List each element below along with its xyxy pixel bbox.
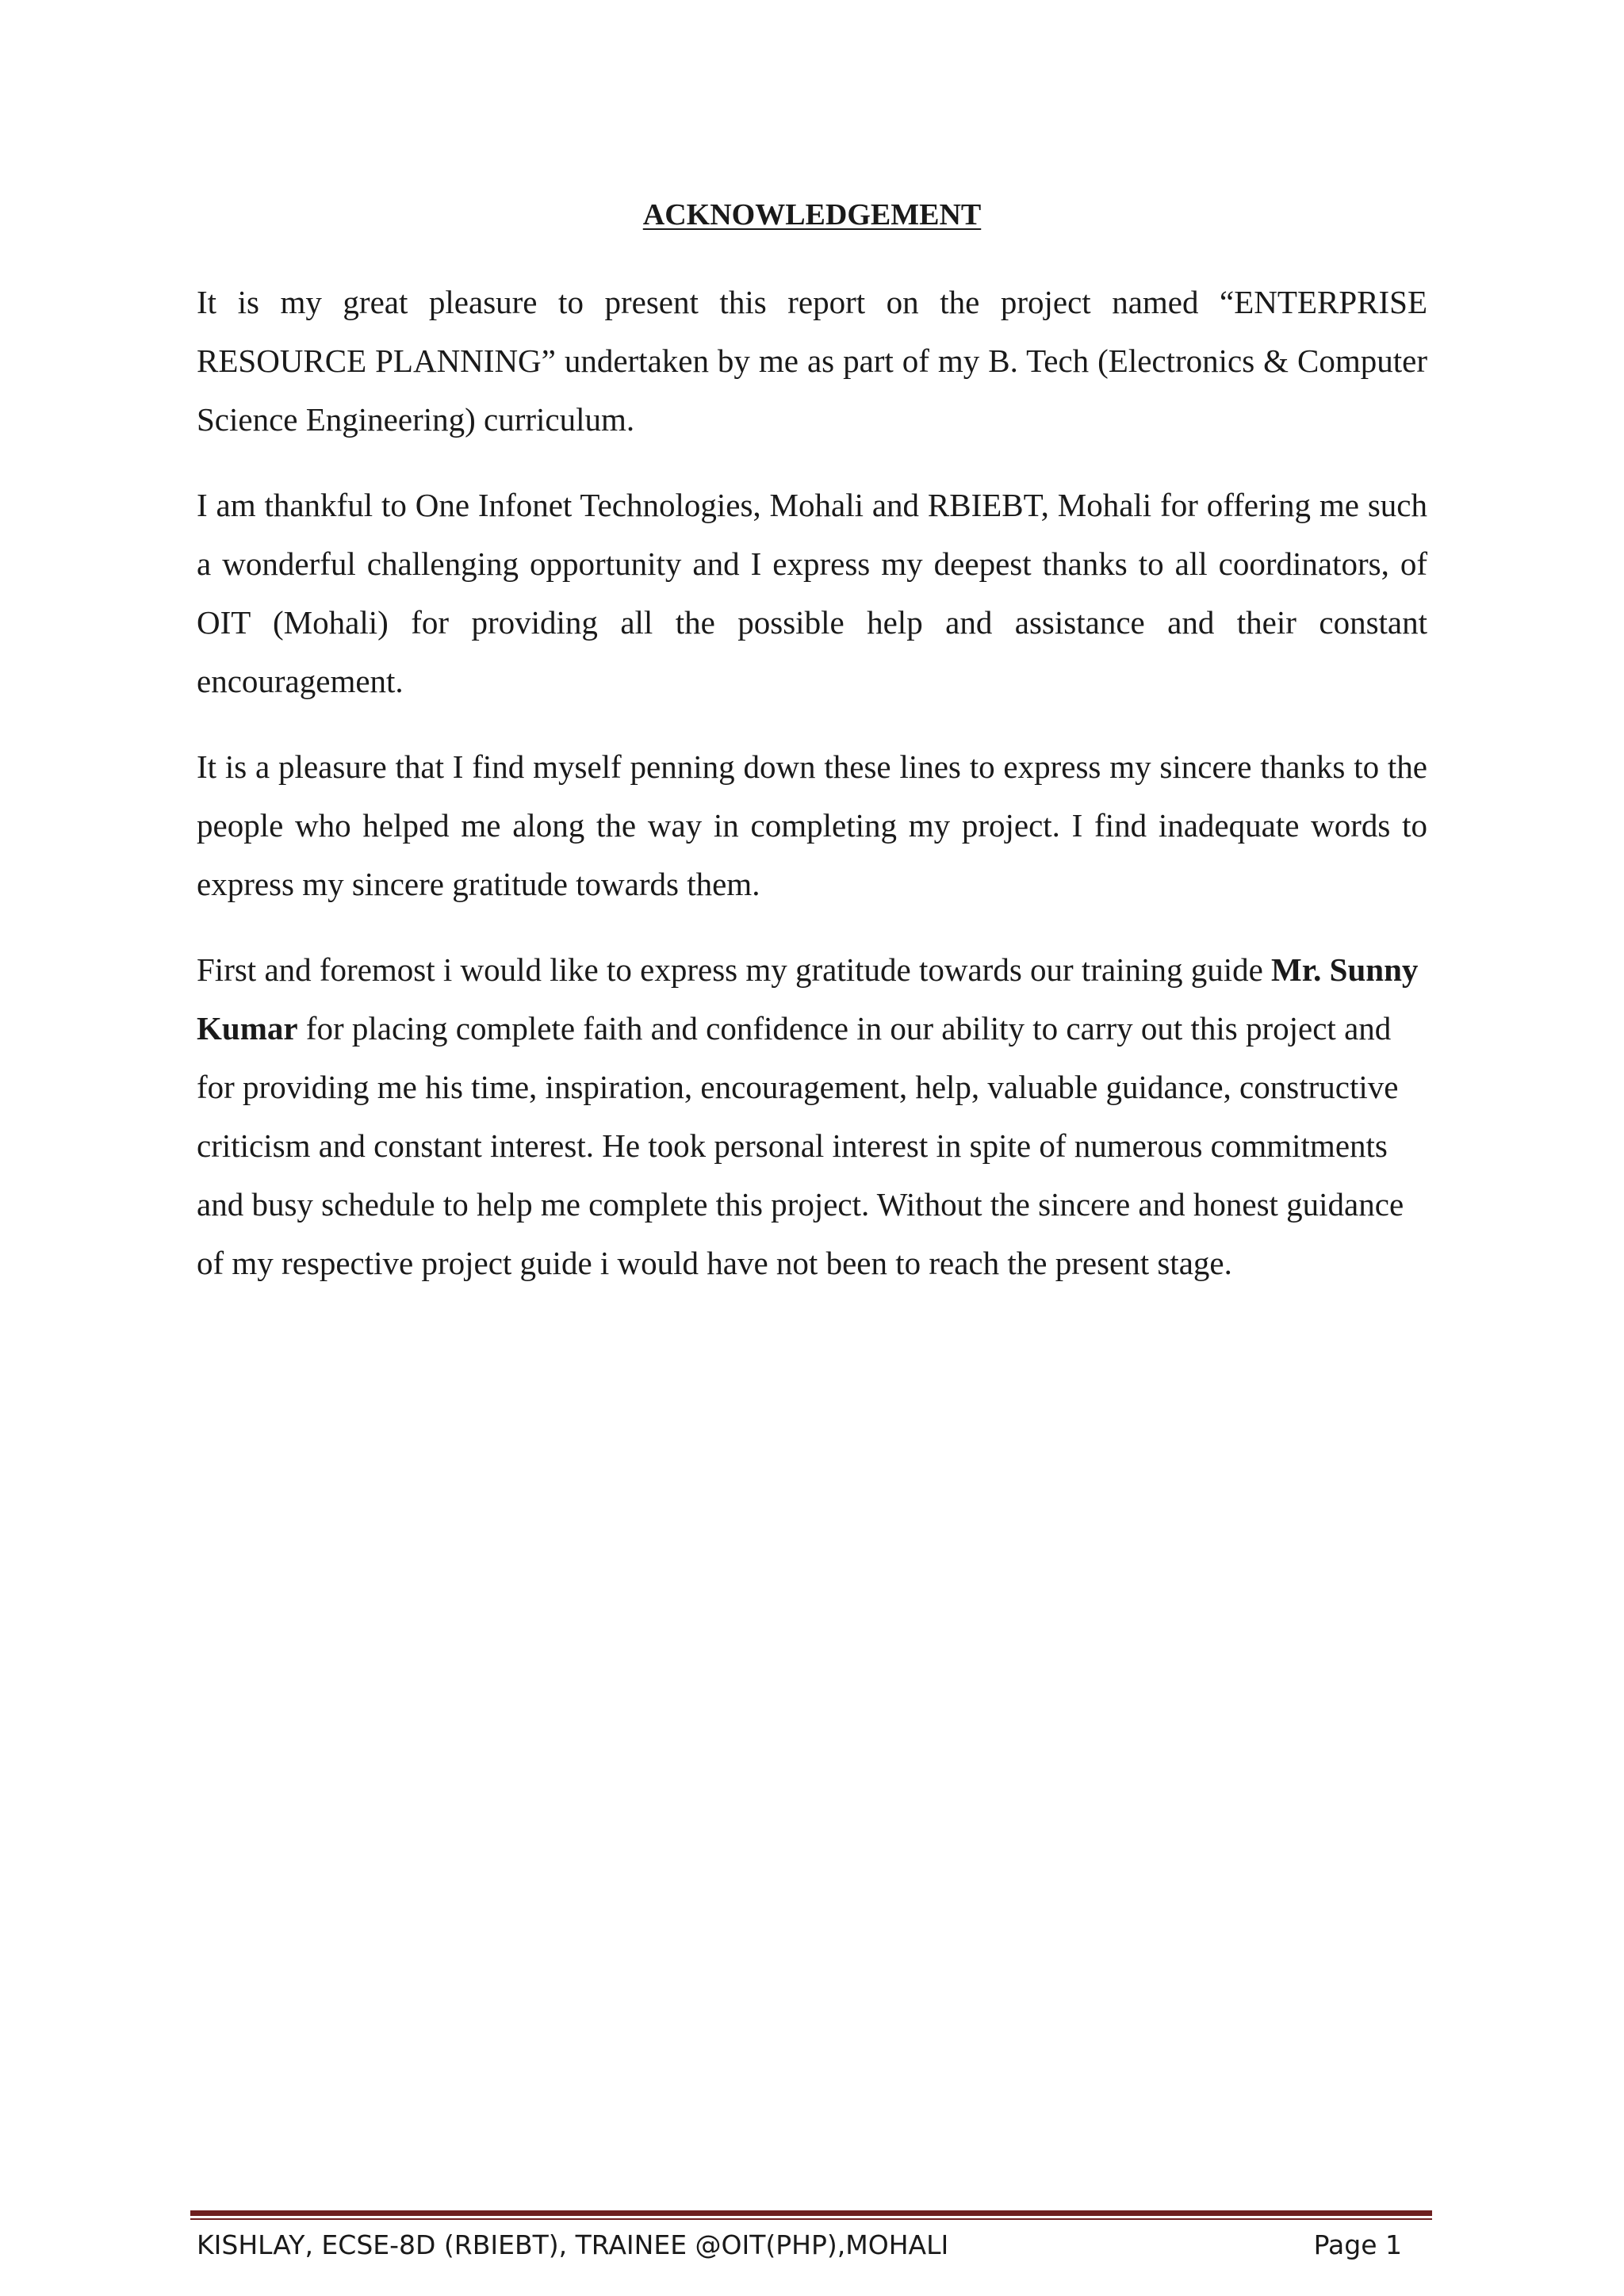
- page-title: ACKNOWLEDGEMENT: [642, 198, 982, 232]
- paragraph-intro: It is my great pleasure to present this report on the project named “ENTERPRISE RESOURCE PLANNING” undertaken by me as part of my B. Tech (Electronics & Computer Science Engineering) curriculum.: [197, 284, 1427, 438]
- paragraph-thanks-organizations: I am thankful to One Infonet Technologies, Mohali and RBIEBT, Mohali for offering me such a wonderful challenging opportunity and I express my deepest thanks to all coordinators, of OIT (Mohali) for providing all the possible help and assistance and their constant encouragement.: [197, 487, 1427, 699]
- footer-rule-thin: [190, 2218, 1432, 2220]
- page-number: Page 1: [1313, 2229, 1402, 2260]
- paragraph-thanks-people: It is a pleasure that I find myself penning down these lines to express my sincere thanks to the people who helped me along the way in completing my project. I find inadequate words to express my sincere gratitude towards them.: [197, 748, 1427, 902]
- document-body: [197, 273, 1427, 1319]
- paragraph-thanks-guide: [197, 940, 1427, 1292]
- guide-text-before: First and foremost i would like to express my gratitude towards our training guide: [197, 951, 1272, 988]
- footer-rule-thick: [190, 2210, 1432, 2216]
- guide-text-after: for placing complete faith and confidence in our ability to carry out this project and for providing me his time, inspiration, encouragement, help, valuable guidance, constructive criticism and constant interest. He took personal interest in spite of numerous commitments and busy schedule to help me complete this project. Without the sincere and honest guidance of my respective project guide i would have not been to reach the present stage.: [197, 1010, 1404, 1281]
- footer-divider: [190, 2210, 1432, 2220]
- footer-author-text: KISHLAY, ECSE-8D (RBIEBT), TRAINEE @OIT(PHP),MOHALI: [197, 2229, 949, 2260]
- guide-name: Mr. Sunny Kumar: [197, 951, 1419, 1047]
